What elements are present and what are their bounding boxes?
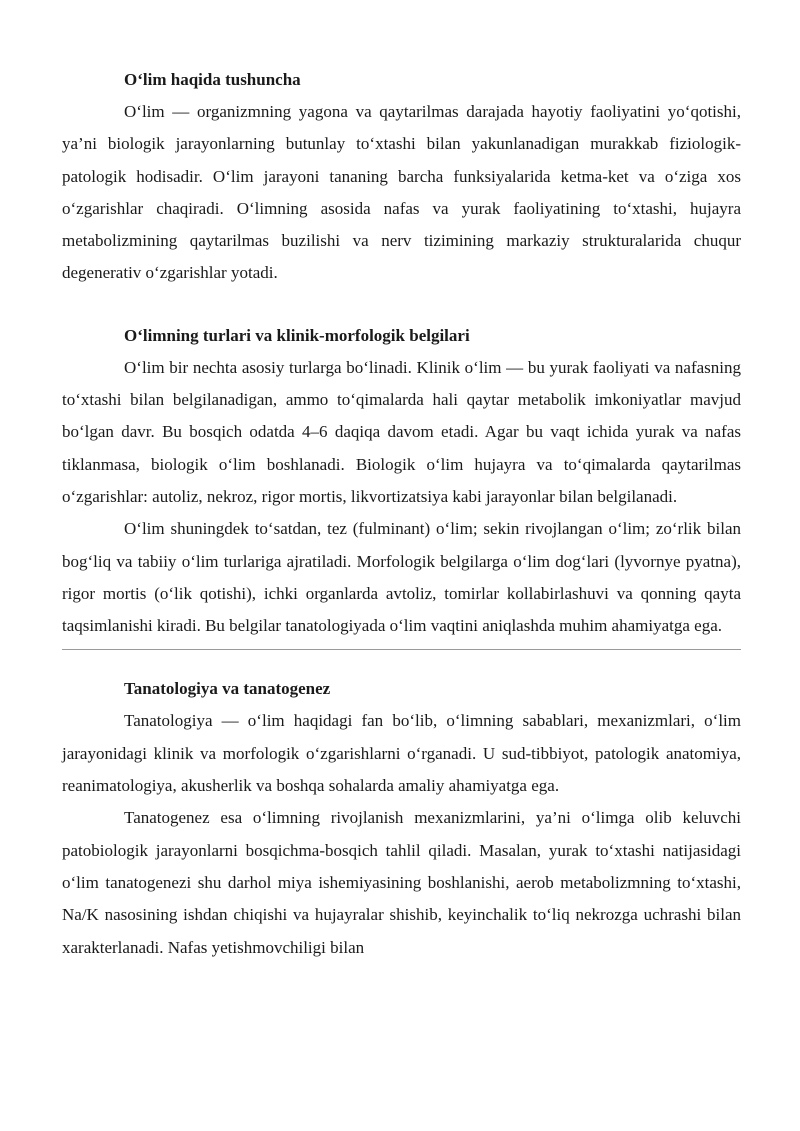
section-heading-olim-haqida: O‘lim haqida tushuncha — [124, 70, 301, 89]
section-heading-tanatologiya: Tanatologiya va tanatogenez — [124, 679, 331, 699]
paragraph: O‘lim — organizmning yagona va qaytarilmas darajada hayotiy faoliyatini yo‘qotishi, ya’ni biologik jarayonlarning butunlay to‘xtashi bilan yakunlanadigan murakkab fiziologik-patologik hodisadir. O‘lim jarayoni tananing barcha funksiyalarida ketma-ket va o‘ziga xos o‘zgarishlar chaqiradi. O‘limning asosida nafas va yurak faoliyatining to‘xtashi, hujayra metabolizmining qaytarilmas buzilishi va nerv tizimining markaziy strukturalarida chuqur degenerativ o‘zgarishlar yotadi. — [62, 102, 741, 283]
paragraph: O‘lim shuningdek to‘satdan, tez (fulminant) o‘lim; sekin rivojlangan o‘lim; zo‘rlik bilan bog‘liq va tabiiy o‘lim turlariga ajratiladi. Morfologik belgilarga o‘lim dog‘lari (lyvornye pyatna), rigor mortis (o‘lik qotishi), ichki organlarda avtoliz, tomirlar kollabirlashuvi va qonning qayta taqsimlanishi kiradi. Bu belgilar tanatologiyada o‘lim vaqtini aniqlashda muhim ahamiyatga ega. — [62, 519, 741, 636]
paragraph: Tanatogenez esa o‘limning rivojlanish mexanizmlarini, ya’ni o‘limga olib keluvchi patobiologik jarayonlarni bosqichma-bosqich tahlil qiladi. Masalan, yurak to‘xtashi natijasidagi o‘lim tanatogenezi shu darhol miya ishemiyasining boshlanishi, aerob metabolizmning to‘xtashi, Na/K nasosining ishdan chiqishi va hujayralar shishib, keyinchalik to‘liq nekrozga uchrashi bilan xarakterlanadi. Nafas yetishmovchiligi bilan — [62, 808, 741, 957]
section-spacer — [62, 650, 741, 673]
document-page — [62, 64, 741, 964]
section-heading-olim-turlari: O‘limning turlari va klinik-morfologik belgilari — [124, 325, 470, 345]
paragraph: O‘lim bir nechta asosiy turlarga bo‘linadi. Klinik o‘lim — bu yurak faoliyati va nafasning to‘xtashi bilan belgilanadigan, ammo to‘qimalarda hali qaytar metabolik imkoniyatlar mavjud bo‘lgan davr. Bu bosqich odatda 4–6 daqiqa davom etadi. Agar bu vaqt ichida yurak va nafas tiklanmasa, biologik o‘lim boshlanadi. Biologik o‘lim hujayra va to‘qimalarda qaytarilmas o‘zgarishlar: autoliz, nekroz, rigor mortis, likvortizatsiya kabi jarayonlar bilan belgilanadi. — [62, 357, 741, 506]
section-spacer — [62, 290, 741, 320]
paragraph: Tanatologiya — o‘lim haqidagi fan bo‘lib, o‘limning sabablari, mexanizmlari, o‘lim jarayonidagi klinik va morfologik o‘zgarishlarni o‘rganadi. U sud-tibbiyot, patologik anatomiya, reanimatologiya, akusherlik va boshqa sohalarda amaliy ahamiyatga ega. — [62, 711, 741, 796]
